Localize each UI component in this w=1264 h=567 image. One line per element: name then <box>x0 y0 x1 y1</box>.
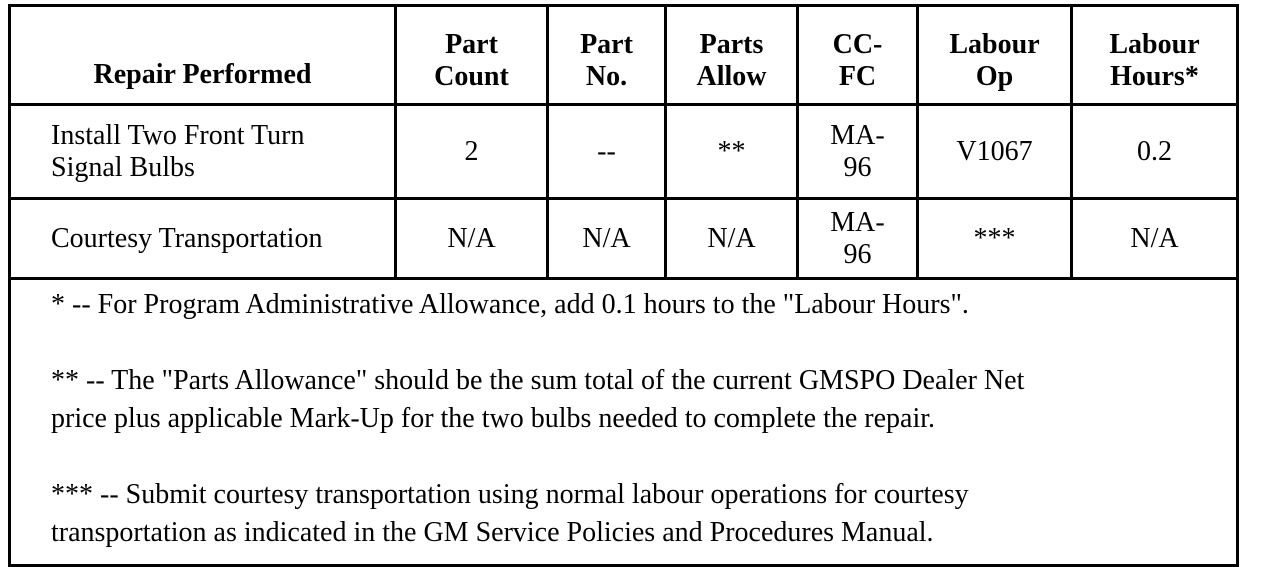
header-repair-performed <box>10 6 396 105</box>
header-part-count-line-2: Count <box>434 61 509 92</box>
header-cc-fc-line-1: CC- <box>832 29 883 60</box>
cell-labour-op: *** <box>918 199 1072 279</box>
header-labour-hours-line-2: Hours* <box>1110 61 1199 92</box>
footnote-3-line-2: transportation as indicated in the GM Service Policies and Procedures Manual. <box>51 517 934 548</box>
cell-cc-fc <box>798 199 918 279</box>
footnotes-cell <box>10 279 1238 566</box>
header-labour-hours <box>1072 6 1238 105</box>
header-labour-op <box>918 6 1072 105</box>
cell-labour-hours: 0.2 <box>1072 105 1238 199</box>
header-repair-performed-label: Repair Performed <box>93 59 312 90</box>
header-row <box>10 6 1238 105</box>
header-labour-op-line-2: Op <box>975 61 1014 92</box>
cell-repair-line-1: Install Two Front Turn <box>51 119 305 151</box>
header-labour-hours-line-1: Labour <box>1109 29 1200 60</box>
repair-table <box>8 4 1239 567</box>
header-parts-allow-line-2: Allow <box>696 61 767 92</box>
footnote-2 <box>51 362 1222 438</box>
cell-repair-performed <box>10 105 396 199</box>
cell-part-count: N/A <box>396 199 548 279</box>
cell-repair-line-1: Courtesy Transportation <box>51 222 323 254</box>
footnote-2-line-1: ** -- The "Parts Allowance" should be the sum total of the current GMSPO Dealer Net <box>51 365 1025 396</box>
footnote-2-line-2: price plus applicable Mark-Up for the two bulbs needed to complete the repair. <box>51 403 936 434</box>
footnote-1 <box>51 286 1222 324</box>
footnote-1-line-1: * -- For Program Administrative Allowance, add 0.1 hours to the "Labour Hours". <box>51 289 969 320</box>
cell-cc-fc-line-2: 96 <box>843 238 872 270</box>
cell-parts-allow: ** <box>666 105 798 199</box>
footnote-3 <box>51 476 1222 552</box>
cell-part-no: -- <box>548 105 666 199</box>
cell-cc-fc-line-1: MA- <box>830 119 885 151</box>
header-part-count-line-1: Part <box>445 29 498 60</box>
cell-cc-fc-line-2: 96 <box>843 151 872 183</box>
cell-part-count: 2 <box>396 105 548 199</box>
table-row <box>10 105 1238 199</box>
header-cc-fc-line-2: FC <box>838 61 877 92</box>
cell-cc-fc <box>798 105 918 199</box>
header-part-no-line-1: Part <box>580 29 633 60</box>
cell-labour-op: V1067 <box>918 105 1072 199</box>
notes-row <box>10 279 1238 566</box>
cell-cc-fc-line-1: MA- <box>830 206 885 238</box>
cell-repair-performed <box>10 199 396 279</box>
header-labour-op-line-1: Labour <box>949 29 1040 60</box>
footnote-3-line-1: *** -- Submit courtesy transportation using normal labour operations for courtesy <box>51 479 969 510</box>
cell-part-no: N/A <box>548 199 666 279</box>
cell-labour-hours: N/A <box>1072 199 1238 279</box>
header-part-count <box>396 6 548 105</box>
table-row <box>10 199 1238 279</box>
header-part-no-line-2: No. <box>585 61 628 92</box>
header-cc-fc <box>798 6 918 105</box>
cell-repair-line-2: Signal Bulbs <box>51 151 195 183</box>
cell-parts-allow: N/A <box>666 199 798 279</box>
header-part-no <box>548 6 666 105</box>
header-parts-allow <box>666 6 798 105</box>
header-parts-allow-line-1: Parts <box>699 29 764 60</box>
repair-table-frame <box>8 4 1236 558</box>
